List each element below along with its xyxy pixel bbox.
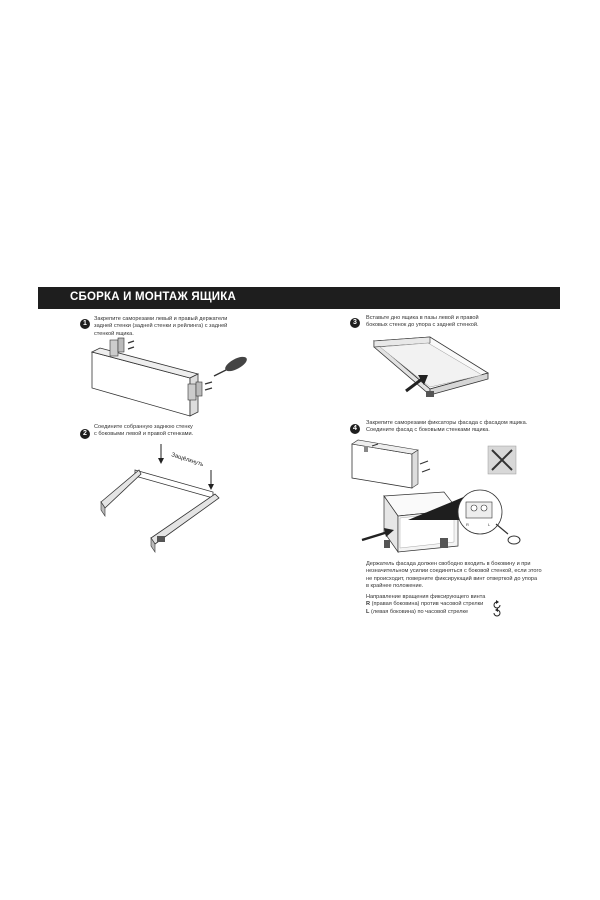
rotation-l-letter: L (366, 608, 370, 615)
step-4-line: Соедините фасад с боковыми стенками ящика. (366, 427, 490, 434)
note-line: незначительном усилии соединяться с боковой стенкой, если этого (366, 568, 542, 575)
step-3-line: боковых стенок до упора с задней стенкой. (366, 322, 479, 329)
prohibited-icon (488, 446, 516, 474)
rotation-info (366, 594, 485, 616)
rotation-title: Направление вращения фиксирующего винта (366, 594, 486, 600)
step-3-number: 3 (350, 318, 360, 328)
rotation-r-text: (правая боковина) против часовой стрелки (371, 601, 484, 608)
screwdriver-icon (214, 354, 249, 376)
step-3-line: Вставьте дно ящика в пазы левой и правой (366, 315, 479, 321)
page-title: СБОРКА И МОНТАЖ ЯЩИКА (70, 291, 236, 303)
step-4-number: 4 (350, 424, 360, 434)
step-1-illustration (80, 336, 250, 421)
step-3-text (366, 315, 479, 330)
svg-text:R: R (466, 522, 469, 527)
step-1-number: 1 (80, 319, 90, 329)
step-3-illustration (370, 333, 490, 413)
step-1-text (94, 316, 227, 338)
step-2-number: 2 (80, 429, 90, 439)
note-line: Держатель фасада должен свободно входить в боковину и при (366, 561, 531, 567)
rotation-l-text: (левая боковина) по часовой стрелке (370, 608, 469, 615)
rotation-left (366, 609, 485, 616)
step-4-illustration (348, 436, 528, 556)
snap-annotation: Защёлкнуть (170, 452, 205, 469)
screw-icon (128, 341, 134, 349)
step-1-line: Закрепите саморезами левый и правый держатели (94, 316, 228, 322)
note-line: в крайнее положение. (366, 583, 424, 590)
step-2-text (94, 424, 193, 439)
svg-text:L: L (488, 522, 491, 527)
rotation-right (366, 601, 485, 608)
step-2-illustration (95, 440, 235, 555)
rotation-r-letter: R (366, 601, 371, 608)
step-4-line: Закрепите саморезами фиксаторы фасада с фасадом ящика. (366, 420, 528, 426)
step-2-line: Соедините собранную заднюю стенку (94, 424, 193, 430)
title-banner (38, 287, 560, 309)
screwdriver-icon (496, 524, 520, 544)
step-2-line: с боковыми левой и правой стенками. (94, 431, 194, 438)
note-text (366, 561, 542, 591)
rotate-cw-icon (492, 608, 502, 618)
note-line: не происходит, поверните фиксирующий винт отверткой до упора (366, 575, 538, 582)
step-4-text (366, 420, 527, 435)
step-1-line: стенкой ящика. (94, 330, 134, 337)
step-1-line: задней стенки (задней стенки и рейлинга) с задней (94, 323, 228, 330)
